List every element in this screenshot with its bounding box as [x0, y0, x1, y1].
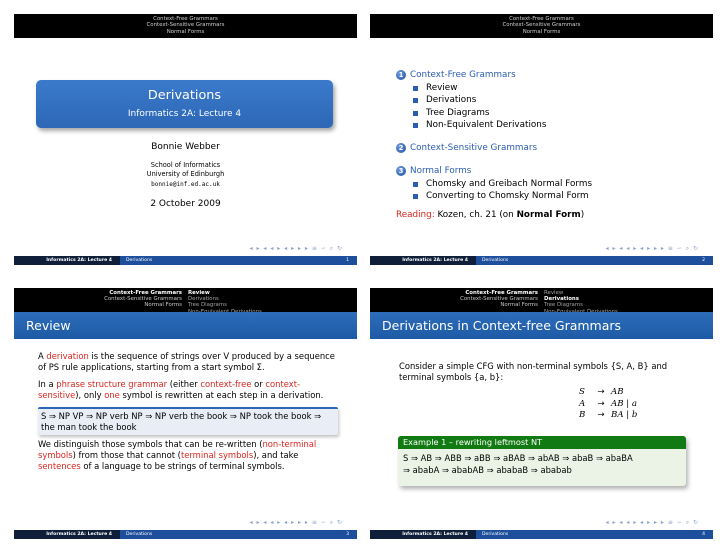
bullet-icon: [413, 182, 418, 187]
outline-subsection[interactable]: [396, 119, 706, 131]
author: Bonnie Webber: [151, 142, 220, 152]
example-body: [398, 449, 686, 479]
nav-section-cfg[interactable]: Context-Free Grammars: [465, 290, 538, 296]
nav-section-cfg[interactable]: Context-Free Grammars: [153, 16, 218, 22]
bullet-icon: [413, 86, 418, 91]
frame-title-bar: [370, 312, 713, 339]
text: or: [254, 379, 263, 389]
outline-subsection[interactable]: [396, 190, 706, 202]
rule-arrow: →: [597, 409, 605, 420]
outline-subsection-label: Review: [426, 83, 458, 93]
reading-bold: Normal Form: [516, 210, 581, 221]
outline-subsection[interactable]: [396, 94, 706, 106]
slide-2-outline: [370, 14, 713, 265]
slide-body: [38, 351, 338, 478]
institute-line-1: School of Informatics: [150, 161, 221, 169]
reading-close: ): [580, 210, 585, 221]
reading-label: Reading:: [396, 210, 435, 221]
author-email[interactable]: bonnie@inf.ed.ac.uk: [151, 180, 220, 188]
footer-lecture: Informatics 2A: Lecture 4: [14, 530, 120, 539]
rule-lhs: B: [579, 409, 586, 420]
outline-subsection[interactable]: [396, 82, 706, 94]
slide-4-derivations-cfg: [370, 288, 713, 539]
presentation-subtitle: Informatics 2A: Lecture 4: [127, 109, 242, 119]
grammar-rule: [579, 387, 699, 398]
slide-header: [14, 14, 357, 38]
nav-section-normal-forms[interactable]: Normal Forms: [166, 28, 205, 35]
paragraph-symbols: [38, 439, 338, 472]
section-number-badge: 3: [396, 166, 406, 176]
grammar-rules: [579, 387, 699, 421]
footer-lecture: Informatics 2A: Lecture 4: [370, 530, 476, 539]
presentation-title: Derivations: [147, 88, 222, 103]
paragraph-phrase-structure: [38, 379, 338, 401]
frame-title: Derivations in Context-free Grammars: [382, 318, 622, 333]
nav-subsection-tree-diagrams[interactable]: Tree Diagrams: [544, 302, 583, 309]
outline-section-label: Context-Sensitive Grammars: [410, 142, 538, 153]
bullet-icon: [413, 194, 418, 199]
section-number-badge: 1: [396, 70, 406, 80]
footer-title-bar: [120, 530, 357, 539]
grammar-intro: Consider a simple CFG with non-terminal symbols {S, A, B} and terminal symbols {a, b}:: [399, 361, 668, 383]
beamer-navigation-icons[interactable]: ◂ ▸ ◂ ◂ ▸ ◂ ▸ ▸ ▸ ≡ ∽ ⌕ ↻: [249, 245, 343, 252]
outline-subsection-label: Converting to Chomsky Normal Form: [426, 190, 589, 201]
footer-title-bar: [476, 530, 713, 539]
example-derivation-line-1: S ⇒ AB ⇒ ABB ⇒ aBB ⇒ aBAB ⇒ abAB ⇒ abaB ⇒ abaBA: [403, 453, 633, 463]
nav-subsection-tree-diagrams[interactable]: Tree Diagrams: [188, 302, 227, 309]
nav-section-csg[interactable]: Context-Sensitive Grammars: [146, 22, 225, 29]
footer-title-bar: [120, 256, 357, 265]
outline-subsection-label: Derivations: [426, 95, 477, 106]
text: ), and take: [253, 450, 299, 460]
reading-note: [396, 210, 706, 220]
footer-lecture: Informatics 2A: Lecture 4: [370, 256, 476, 265]
term-non-terminal: non-terminal symbols: [38, 439, 317, 460]
example-block: [398, 436, 686, 486]
nav-subsection-derivations[interactable]: Derivations: [188, 296, 219, 303]
rule-arrow: →: [597, 387, 605, 398]
rule-rhs: AB | a: [611, 398, 638, 409]
footer-title: Derivations: [126, 532, 153, 537]
slide-1-title: [14, 14, 357, 265]
example-title: Example 1 – rewriting leftmost NT: [398, 436, 686, 449]
example-derivation-box: S ⇒ NP VP ⇒ NP verb NP ⇒ NP verb the book ⇒ NP took the book ⇒ the man took the book: [38, 407, 338, 435]
nav-section-normal-forms[interactable]: Normal Forms: [144, 302, 182, 309]
term-one: one: [104, 390, 120, 400]
outline-subsection-label: Tree Diagrams: [426, 107, 490, 118]
nav-subsection-review[interactable]: Review: [544, 290, 564, 296]
outline-section[interactable]: [396, 68, 706, 82]
rule-lhs: S: [579, 387, 585, 398]
page-number: 2: [702, 258, 705, 263]
nav-section-normal-forms[interactable]: Normal Forms: [500, 302, 538, 309]
section-navigation: [370, 290, 542, 309]
section-number-badge: 2: [396, 143, 406, 153]
slide-footer: [370, 530, 713, 539]
text: ), only: [75, 390, 102, 400]
term-psg: phrase structure grammar: [56, 379, 168, 389]
footer-title: Derivations: [482, 532, 509, 537]
institute-line-2: University of Edinburgh: [146, 170, 225, 179]
outline-section-label: Normal Forms: [410, 165, 472, 176]
section-navigation: [14, 290, 186, 309]
term-sentences: sentences: [38, 461, 81, 471]
text: We distinguish those symbols that can be re-written (: [38, 439, 263, 449]
section-navigation: [370, 14, 713, 38]
grammar-rule: [579, 410, 699, 421]
nav-subsection-review[interactable]: Review: [188, 290, 210, 296]
bullet-icon: [413, 98, 418, 103]
beamer-navigation-icons[interactable]: ◂ ▸ ◂ ◂ ▸ ◂ ▸ ▸ ▸ ≡ ∽ ⌕ ↻: [605, 519, 699, 526]
nav-section-cfg[interactable]: Context-Free Grammars: [109, 290, 182, 296]
term-context-free: context-free: [200, 379, 252, 389]
footer-title-bar: [476, 256, 713, 265]
outline-subsection-label: Chomsky and Greibach Normal Forms: [426, 178, 593, 189]
outline-subsection-label: Non-Equivalent Derivations: [426, 120, 547, 131]
beamer-navigation-icons[interactable]: ◂ ▸ ◂ ◂ ▸ ◂ ▸ ▸ ▸ ≡ ∽ ⌕ ↻: [605, 245, 699, 252]
text: symbol is rewritten at each step in a derivation.: [122, 390, 324, 400]
outline-subsection[interactable]: [396, 107, 706, 119]
text: (either: [169, 379, 198, 389]
rule-lhs: A: [579, 398, 586, 409]
nav-subsection-derivations[interactable]: Derivations: [544, 296, 579, 303]
rule-arrow: →: [597, 398, 605, 409]
slide-body: [399, 361, 699, 421]
beamer-navigation-icons[interactable]: ◂ ▸ ◂ ◂ ▸ ◂ ▸ ▸ ▸ ≡ ∽ ⌕ ↻: [249, 519, 343, 526]
nav-section-csg[interactable]: Context-Sensitive Grammars: [502, 22, 581, 29]
example-derivation-line-2: ⇒ ababA ⇒ ababAB ⇒ ababaB ⇒ ababab: [403, 465, 572, 476]
slide-footer: [370, 256, 713, 265]
reading-text: Kozen, ch. 21 (on: [437, 210, 514, 221]
institute: [14, 161, 357, 189]
slide-footer: [14, 256, 357, 265]
slide-header: [14, 288, 357, 312]
section-navigation: [14, 14, 357, 38]
outline-section[interactable]: [396, 164, 706, 178]
text: is the sequence of strings over V produced by a sequence of PS rule applications, starting from a start symbol Σ.: [38, 351, 335, 372]
slide-header: [370, 14, 713, 38]
term-derivation: derivation: [46, 351, 89, 361]
footer-lecture: Informatics 2A: Lecture 4: [14, 256, 120, 265]
text: of a language to be strings of terminal symbols.: [83, 461, 285, 471]
nav-section-csg[interactable]: Context-Sensitive Grammars: [460, 296, 538, 303]
frame-title: Review: [26, 318, 71, 333]
slide-header: [370, 288, 713, 312]
page-number: 4: [702, 532, 705, 537]
outline-section[interactable]: [396, 141, 706, 155]
outline-list: [396, 68, 706, 220]
text: A: [38, 351, 44, 361]
term-context-sensitive: context-sensitive: [38, 379, 300, 400]
outline-section-label: Context-Free Grammars: [410, 70, 516, 80]
paragraph-derivation-definition: [38, 351, 338, 373]
rule-rhs: BA | b: [611, 409, 638, 420]
slide-footer: [14, 530, 357, 539]
text: In a: [38, 379, 54, 389]
nav-section-csg[interactable]: Context-Sensitive Grammars: [104, 296, 182, 303]
term-terminal: terminal symbols: [180, 450, 254, 460]
presentation-date: 2 October 2009: [150, 199, 221, 209]
footer-title: Derivations: [482, 258, 509, 263]
nav-section-cfg[interactable]: Context-Free Grammars: [509, 16, 574, 22]
outline-subsection[interactable]: [396, 178, 706, 190]
rule-rhs: AB: [611, 387, 624, 398]
frame-title-bar: [14, 312, 357, 339]
footer-title: Derivations: [126, 258, 153, 263]
page-number: 3: [346, 532, 349, 537]
bullet-icon: [413, 123, 418, 128]
page-number: 1: [346, 258, 349, 263]
text: ) from those that cannot (: [72, 450, 181, 460]
nav-section-normal-forms[interactable]: Normal Forms: [522, 28, 561, 35]
slide-3-review: [14, 288, 357, 539]
title-box: [36, 80, 333, 128]
bullet-icon: [413, 111, 418, 116]
grammar-rule: [579, 399, 699, 410]
